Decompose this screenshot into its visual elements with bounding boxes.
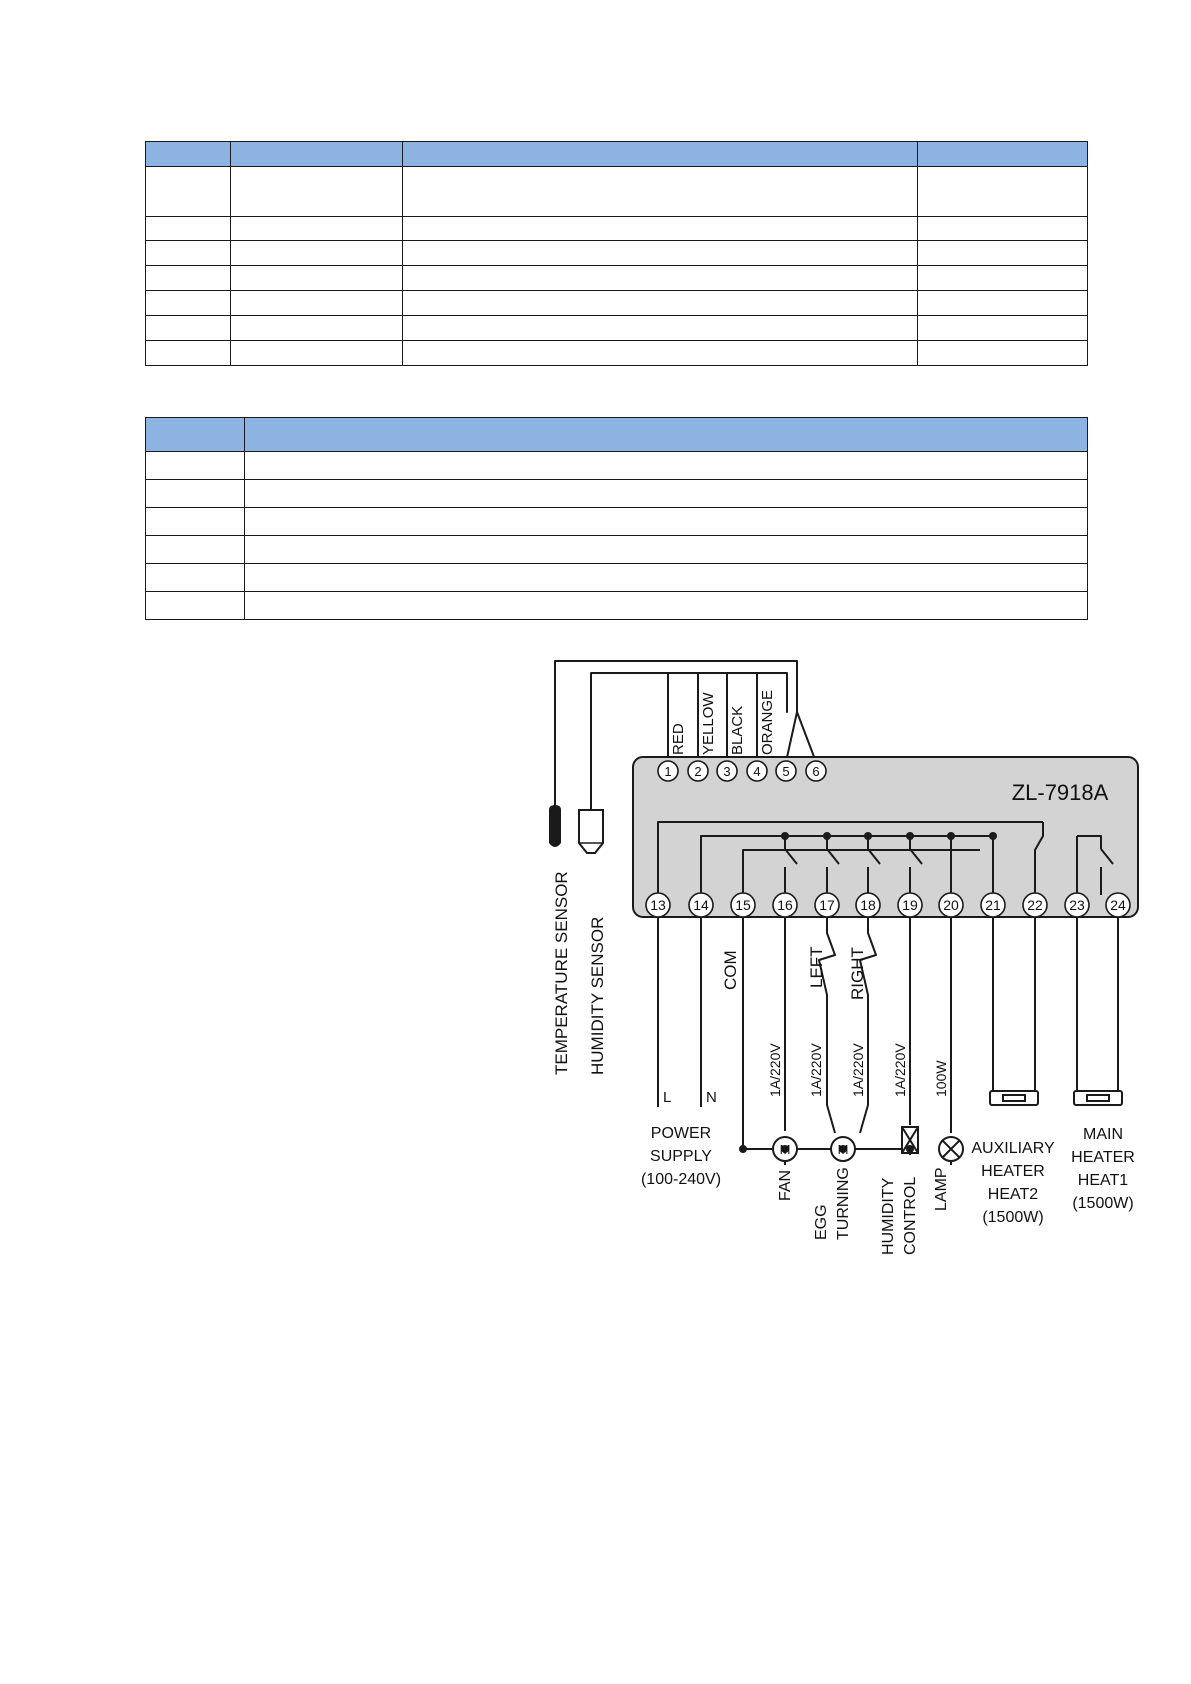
turn-left-rating: 1A/220V [808, 1043, 824, 1097]
table1-cell [918, 217, 1088, 241]
table-row [146, 592, 1088, 620]
terminal-24: 24 [1110, 897, 1126, 913]
terminal-3: 3 [723, 764, 731, 779]
table2-cell [245, 452, 1088, 480]
aux-heater-label: AUXILIARY [971, 1140, 1055, 1157]
fan-rating: 1A/220V [767, 1043, 783, 1097]
turn-right-rating: 1A/220V [850, 1043, 866, 1097]
table1-cell [231, 341, 403, 366]
wire-color-black: BLACK [729, 705, 746, 755]
terminal-23: 23 [1069, 897, 1085, 913]
terminal-13: 13 [650, 897, 666, 913]
aux-heater-label: HEATER [981, 1163, 1045, 1180]
terminal-22: 22 [1027, 897, 1043, 913]
table2-cell [146, 536, 245, 564]
table2-cell [146, 480, 245, 508]
table1-header-cell [231, 142, 403, 167]
terminal-5: 5 [782, 764, 790, 779]
terminal-21: 21 [985, 897, 1001, 913]
table-row [146, 452, 1088, 480]
egg-turning-label: TURNING [835, 1167, 852, 1240]
table2-cell [245, 592, 1088, 620]
humidity-sensor-icon [579, 810, 603, 853]
terminal-17: 17 [819, 897, 835, 913]
table2-cell [245, 536, 1088, 564]
table2-cell [146, 592, 245, 620]
table1-cell [146, 316, 231, 341]
table1-cell [918, 241, 1088, 266]
table-row [146, 564, 1088, 592]
lamp-rating: 100W [933, 1060, 949, 1097]
table1-cell [146, 241, 231, 266]
table1-cell [918, 291, 1088, 316]
table1-header-cell [146, 142, 231, 167]
table1-cell [231, 241, 403, 266]
table1-header-cell [918, 142, 1088, 167]
terminal-6: 6 [812, 764, 820, 779]
table2-cell [245, 480, 1088, 508]
power-supply-label: SUPPLY [650, 1148, 712, 1165]
table1-cell [403, 266, 918, 291]
terminal-1: 1 [664, 764, 672, 779]
table1-cell [918, 341, 1088, 366]
table2-header-cell [146, 418, 245, 452]
table1-cell [146, 291, 231, 316]
temperature-sensor-icon [549, 805, 561, 847]
humidity-rating: 1A/220V [892, 1043, 908, 1097]
table1-cell [403, 241, 918, 266]
table-row [146, 480, 1088, 508]
table1-cell [403, 291, 918, 316]
table-row [146, 241, 1088, 266]
motor-symbol: M [779, 1142, 791, 1157]
wire-color-red: RED [670, 723, 687, 755]
wiring-diagram [535, 655, 1145, 1260]
table1-cell [918, 316, 1088, 341]
wire-color-yellow: YELLOW [700, 692, 717, 755]
model-label: ZL-7918A [1011, 780, 1109, 805]
table-row [146, 266, 1088, 291]
table1-cell [231, 167, 403, 217]
table1-cell [918, 167, 1088, 217]
spec-table-2 [145, 417, 1088, 620]
table2-cell [146, 564, 245, 592]
table1-cell [918, 266, 1088, 291]
table-row [146, 341, 1088, 366]
terminal-18: 18 [860, 897, 876, 913]
power-l-label: L [663, 1089, 672, 1106]
fan-label: FAN [777, 1169, 794, 1201]
aux-heater-label: HEAT2 [987, 1186, 1039, 1203]
terminal-19: 19 [902, 897, 918, 913]
table-row [146, 508, 1088, 536]
terminal-2: 2 [694, 764, 702, 779]
table1-cell [146, 167, 231, 217]
table-row [146, 536, 1088, 564]
table1-cell [403, 217, 918, 241]
terminal-4: 4 [753, 764, 761, 779]
terminal-15: 15 [735, 897, 751, 913]
spec-table-1 [145, 141, 1088, 366]
table1-cell [403, 341, 918, 366]
table1-cell [231, 217, 403, 241]
table1-cell [403, 167, 918, 217]
aux-heater-icon [990, 1091, 1038, 1105]
table-row [146, 167, 1088, 217]
motor-symbol: M [837, 1142, 849, 1157]
table-row [146, 291, 1088, 316]
table1-cell [146, 266, 231, 291]
terminal-14: 14 [693, 897, 709, 913]
table2-header-cell [245, 418, 1088, 452]
table-row [146, 217, 1088, 241]
table2-cell [245, 564, 1088, 592]
main-heater-label: HEAT1 [1077, 1172, 1129, 1189]
table1-cell [146, 341, 231, 366]
aux-heater-power: (1500W) [982, 1209, 1044, 1226]
table2-cell [146, 452, 245, 480]
power-supply-label: POWER [650, 1125, 712, 1142]
table-row [146, 316, 1088, 341]
wire-color-orange: ORANGE [759, 689, 776, 755]
table1-cell [231, 266, 403, 291]
egg-turning-label: EGG [813, 1204, 830, 1240]
power-supply-voltage: (100-240V) [640, 1171, 722, 1188]
right-label: RIGHT [848, 947, 867, 1000]
humidity-sensor-label: HUMIDITY SENSOR [588, 916, 607, 1075]
terminal-20: 20 [943, 897, 959, 913]
table1-cell [231, 291, 403, 316]
humidity-control-label: HUMIDITY [880, 1177, 897, 1255]
table1-header-cell [403, 142, 918, 167]
humidity-control-label: CONTROL [902, 1176, 919, 1255]
table2-cell [146, 508, 245, 536]
table1-cell [231, 316, 403, 341]
table2-cell [245, 508, 1088, 536]
table1-cell [146, 217, 231, 241]
main-heater-icon [1074, 1091, 1122, 1105]
lamp-label: LAMP [933, 1167, 950, 1211]
wire-5-6-junction [786, 712, 816, 762]
com-label: COM [721, 950, 740, 990]
temperature-sensor-label: TEMPERATURE SENSOR [552, 871, 571, 1075]
terminal-16: 16 [777, 897, 793, 913]
table1-cell [403, 316, 918, 341]
main-heater-label: MAIN [1083, 1126, 1123, 1143]
main-heater-label: HEATER [1071, 1149, 1135, 1166]
main-heater-power: (1500W) [1072, 1195, 1134, 1212]
power-n-label: N [706, 1089, 717, 1106]
left-label: LEFT [807, 946, 826, 988]
